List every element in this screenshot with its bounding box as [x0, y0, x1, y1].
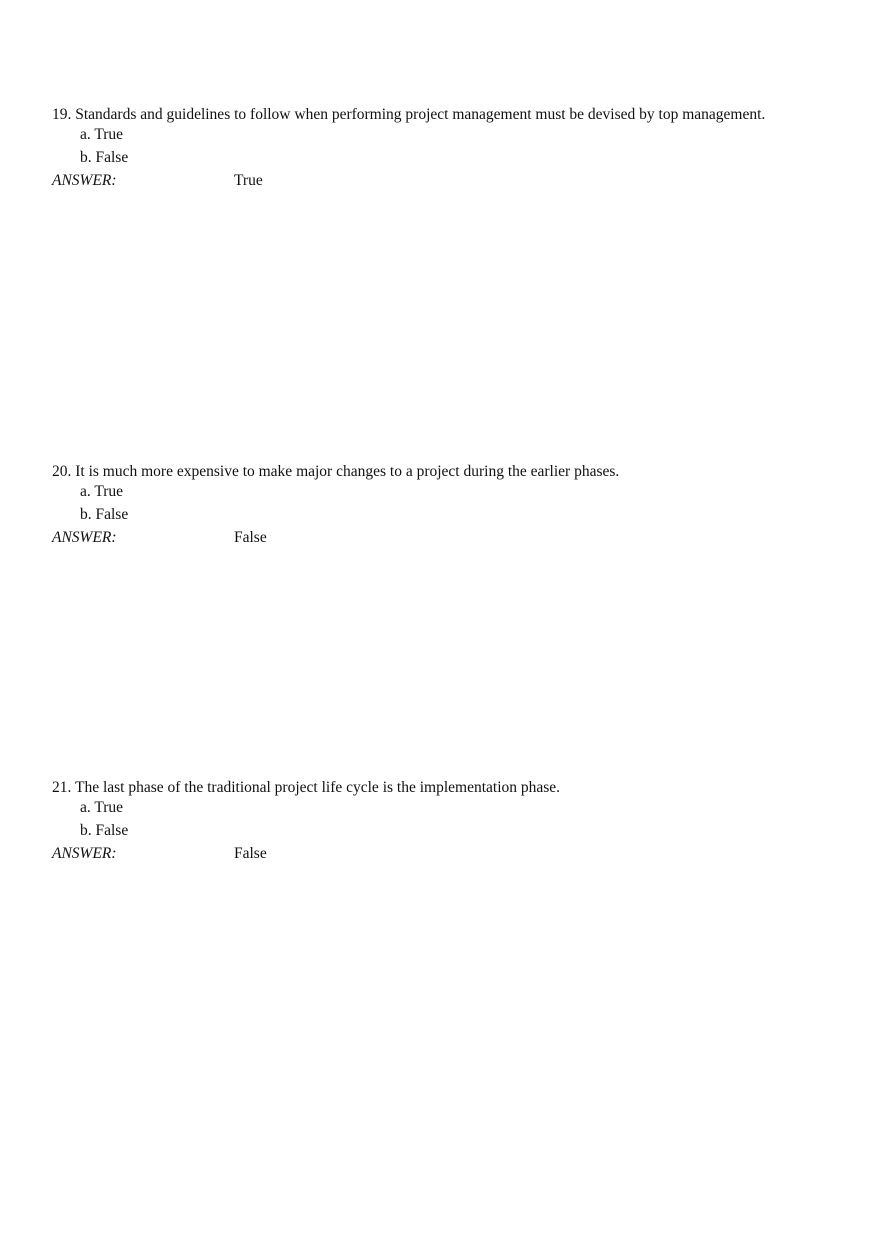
question-stem: 19. Standards and guidelines to follow when performing project management must be devised by top management.: [52, 106, 766, 123]
option-true: a. True: [80, 799, 124, 816]
question-19: [52, 105, 852, 191]
option-true: a. True: [80, 483, 124, 500]
question-21: [52, 778, 852, 864]
answer-value: True: [234, 172, 263, 189]
question-stem: 21. The last phase of the traditional project life cycle is the implementation phase.: [52, 779, 561, 796]
option-false: b. False: [80, 149, 129, 166]
answer-value: False: [234, 529, 267, 546]
answer-row: [52, 528, 852, 548]
option-true: a. True: [80, 126, 124, 143]
question-stem: 20. It is much more expensive to make major changes to a project during the earlier phases.: [52, 463, 620, 480]
option-false: b. False: [80, 506, 129, 523]
answer-label: ANSWER:: [52, 529, 117, 546]
answer-value: False: [234, 845, 267, 862]
question-20: [52, 462, 852, 548]
answer-label: ANSWER:: [52, 845, 117, 862]
option-false: b. False: [80, 822, 129, 839]
answer-label: ANSWER:: [52, 172, 117, 189]
answer-row: [52, 844, 852, 864]
answer-row: [52, 171, 852, 191]
